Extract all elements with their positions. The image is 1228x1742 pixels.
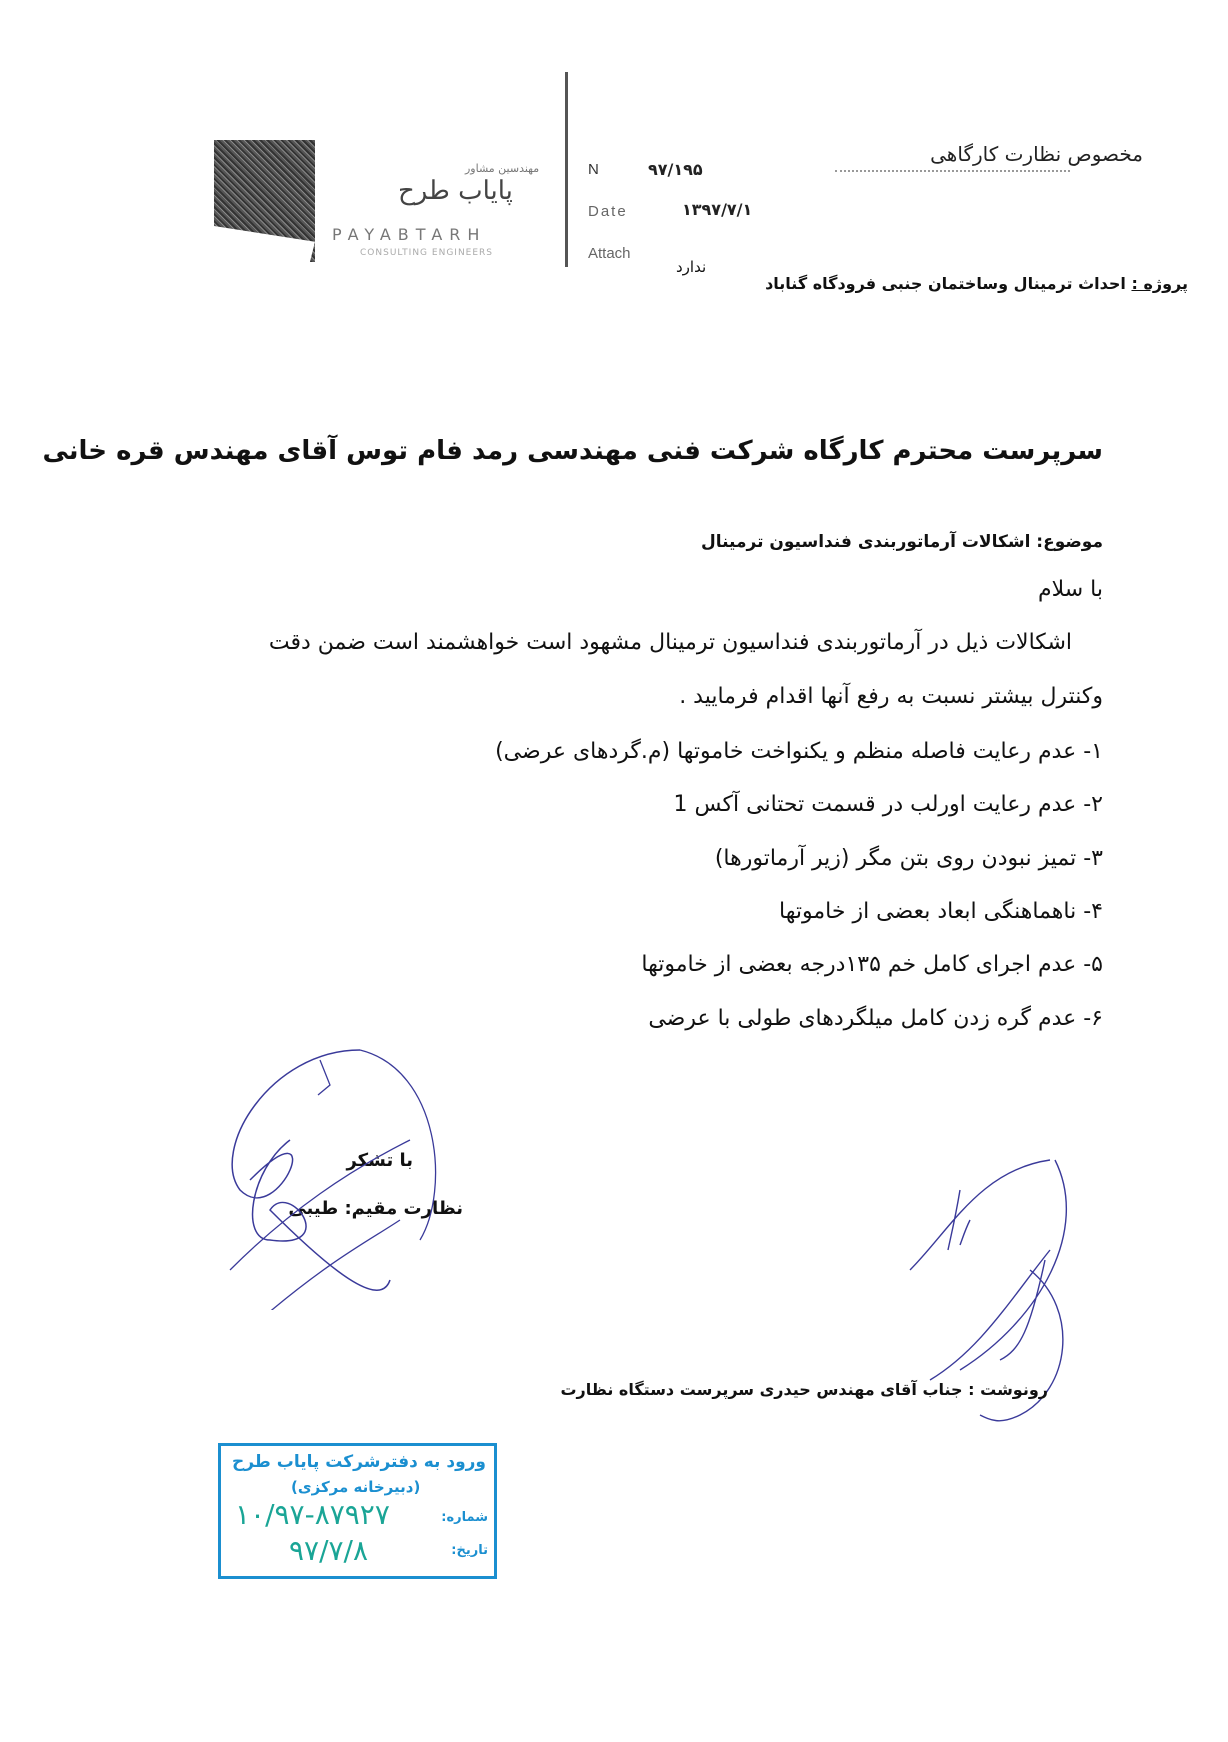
signature-left (210, 1040, 470, 1310)
company-logo (214, 140, 315, 262)
stamp-title: ورود به دفترشرکت پایاب طرح (231, 1452, 486, 1472)
stamp-date-value: ۹۷/۷/۸ (289, 1534, 369, 1567)
issue-item: ۵- عدم اجرای کامل خم ۱۳۵درجه بعضی از خاموتها (641, 952, 1103, 977)
paragraph-line-1: اشکالات ذیل در آرماتوربندی فنداسیون ترمینال مشهود است خواهشمند است ضمن دقت (268, 630, 1072, 655)
cc-line: رونوشت : جناب آقای مهندس حیدری سرپرست دستگاه نظارت (560, 1380, 1048, 1399)
stamp-number-value: ۱۰/۹۷-۸۷۹۲۷ (235, 1498, 390, 1531)
salutation: با سلام (1037, 577, 1103, 602)
paragraph-line-2: وکنترل بیشتر نسبت به رفع آنها اقدام فرمایید . (679, 684, 1103, 709)
project-label: پروژه : (1131, 274, 1188, 293)
number-value: ۹۷/۱۹۵ (648, 160, 703, 179)
classification: مخصوص نظارت کارگاهی (930, 142, 1143, 166)
issue-item: ۲- عدم رعایت اورلب در قسمت تحتانی آکس 1 (673, 792, 1103, 817)
company-subtitle-en: CONSULTING ENGINEERS (360, 248, 494, 258)
closing: با تشکر (346, 1150, 413, 1171)
company-type: مهندسین مشاور (465, 162, 540, 175)
stamp-number-label: شماره: (441, 1510, 488, 1525)
number-label: N (588, 161, 599, 178)
company-name-fa: پایاب طرح (398, 176, 513, 206)
classification-rule (835, 170, 1070, 172)
attach-label: Attach (588, 245, 631, 262)
header-divider (565, 72, 568, 267)
issue-item: ۴- ناهماهنگی ابعاد بعضی از خاموتها (779, 899, 1103, 924)
project-line (765, 274, 1188, 293)
stamp-date-label: تاریخ: (451, 1543, 488, 1558)
received-stamp (218, 1443, 497, 1579)
issue-item: ۶- عدم گره زدن کامل میلگردهای طولی با عرضی (648, 1006, 1103, 1031)
signatory: نظارت مقیم: طیبی (288, 1198, 463, 1219)
issue-item: ۱- عدم رعایت فاصله منظم و یکنواخت خاموتها (م.گردهای عرضی) (495, 739, 1103, 764)
issue-item: ۳- تمیز نبودن روی بتن مگر (زیر آرماتورها) (714, 846, 1103, 871)
project-value: احداث ترمینال وساختمان جنبی فرودگاه گناباد (765, 274, 1126, 293)
addressee: سرپرست محترم کارگاه شرکت فنی مهندسی رمد فام توس آقای مهندس قره خانی (42, 436, 1103, 466)
subject: موضوع: اشکالات آرماتوربندی فنداسیون ترمینال (700, 532, 1103, 552)
attach-value: ندارد (676, 258, 707, 276)
date-value: ۱۳۹۷/۷/۱ (682, 200, 753, 219)
company-name-en: PAYABTARH (332, 225, 487, 244)
stamp-subtitle: (دبیرخانه مرکزی) (291, 1478, 421, 1496)
date-label: Date (588, 203, 628, 220)
